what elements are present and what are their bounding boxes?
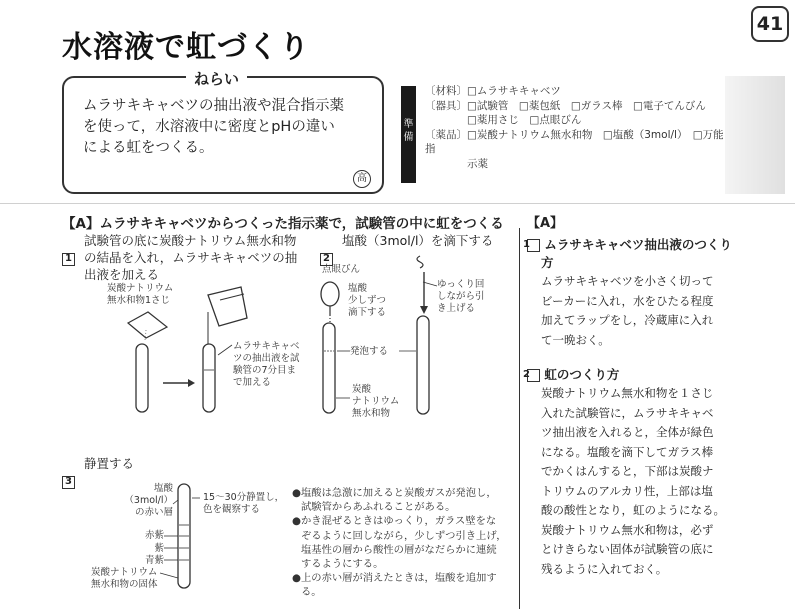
page-title: 水溶液で虹づくり xyxy=(62,30,310,65)
right-heading: 【A】 xyxy=(527,216,564,231)
item1-title-text: ムラサキキャベツ抽出液のつくり 方 xyxy=(541,237,732,270)
swirl-icon xyxy=(417,256,423,268)
column-divider xyxy=(519,228,520,609)
item2-body: 炭酸ナトリウム無水和物を１さじ 入れた試験管に，ムラサキキャベ ツ抽出液を入れると，全体が緑色 になる。塩酸を滴下してガラス棒 でかくはんすると，下部は炭酸ナ トリウムのアルカリ性，上部は塩 酸の酸性となり，虹のようになる。 炭酸ナトリウム無水和物は，必ず とけきらない固体が試験管の底に 残るように入れておく。 xyxy=(541,386,725,576)
step2-number: 2 xyxy=(320,253,333,266)
step2-label-bottom: 炭酸 ナトリウム 無水和物 xyxy=(352,384,400,419)
step1-number: 1 xyxy=(62,253,75,266)
step2-label-drops: 塩酸 少しずつ 滴下する xyxy=(348,283,387,318)
dropper-bottle-icon xyxy=(321,282,339,306)
step1-label-extract: ムラサキキャベ ツの抽出液を試 験管の7分目ま で加える xyxy=(233,341,300,388)
aim-heading: ねらい xyxy=(186,68,247,89)
page-number: 41 xyxy=(751,6,789,42)
test-tube-1-icon xyxy=(136,344,148,412)
materials-line: 〔材料〕□ムラサキキャベツ xyxy=(425,85,561,97)
preparation-label: 準 備 xyxy=(401,86,416,183)
test-tube-4-icon xyxy=(417,316,429,414)
step2-label-stir: ゆっくり回 しながら引 き上げる xyxy=(437,279,485,314)
right-column xyxy=(523,212,735,579)
item2-number: 2 xyxy=(527,369,540,382)
section-a-heading: 【A】ムラサキキャベツからつくった指示薬で，試験管の中に虹をつくる xyxy=(62,216,504,232)
beaker-icon xyxy=(208,287,247,326)
layer-label-redpurple: 赤紫 xyxy=(144,530,164,541)
step2-label-dropper: 点眼びん xyxy=(322,264,361,275)
aim-text: ムラサキキャベツの抽出液や混合指示薬 を使って，水溶液中に密度とpHの違い による虹をつくる。 xyxy=(83,98,344,156)
step3-text: 静置する xyxy=(84,456,135,471)
step1-label-crystal: 炭酸ナトリウム 無水和物1さじ xyxy=(107,283,174,306)
medicine-paper-icon xyxy=(128,312,167,338)
equipment-line: 〔器具〕□試験管 □薬包紙 □ガラス棒 □電子てんびん □薬用さじ □点眼びん xyxy=(425,99,706,126)
layer-label-sodium: 炭酸ナトリウム xyxy=(91,567,158,578)
item2-title-text: 虹のつくり方 xyxy=(544,367,620,382)
chemicals-line: 〔薬品〕□炭酸ナトリウム無水和物 □塩酸（3mol/l） □万能指 示薬 xyxy=(425,128,724,170)
test-tube-2-icon xyxy=(203,344,215,412)
layer-label-bluepurple: 青紫 xyxy=(144,555,164,566)
note-add-acid: ●上の赤い層が消えたときは，塩酸を追加す る。 xyxy=(292,572,497,599)
level-badge: 高 xyxy=(353,170,371,188)
note-stir: ●かき混ぜるときはゆっくり，ガラス壁をな ぞるように回しながら，少しずつ引き上げ， 塩基性の層から酸性の層がなだらかに連続 するようにする。 xyxy=(292,515,507,571)
step3-number: 3 xyxy=(62,476,75,489)
layer-label-solid: 無水和物の固体 xyxy=(91,579,158,590)
item2-title xyxy=(523,366,735,384)
step3-label-wait: 15～30分静置し， 色を観察する xyxy=(203,492,285,515)
test-tube-3-icon xyxy=(323,323,335,413)
note-foam: ●塩酸は急激に加えると炭酸ガスが発泡し， 試験管からあふれることがある。 xyxy=(292,487,497,514)
step2-text: 塩酸（3mol/l）を滴下する xyxy=(342,233,494,248)
step2-label-foam: 発泡する xyxy=(350,346,389,357)
item1-number: 1 xyxy=(527,239,540,252)
step1-text: 試験管の底に炭酸ナトリウム無水和物 の結晶を入れ，ムラサキキャベツの抽 出液を加える xyxy=(84,233,298,282)
layer-label-purple: 紫 xyxy=(154,543,164,554)
item1-title xyxy=(523,236,735,272)
item1-body: ムラサキキャベツを小さく切って ビーカーに入れ，水をひたる程度 加えてラップをし，冷蔵庫に入れ て一晩おく。 xyxy=(541,274,714,347)
step3-label-hcl: 塩酸 （3mol/l） の赤い層 xyxy=(124,483,173,518)
